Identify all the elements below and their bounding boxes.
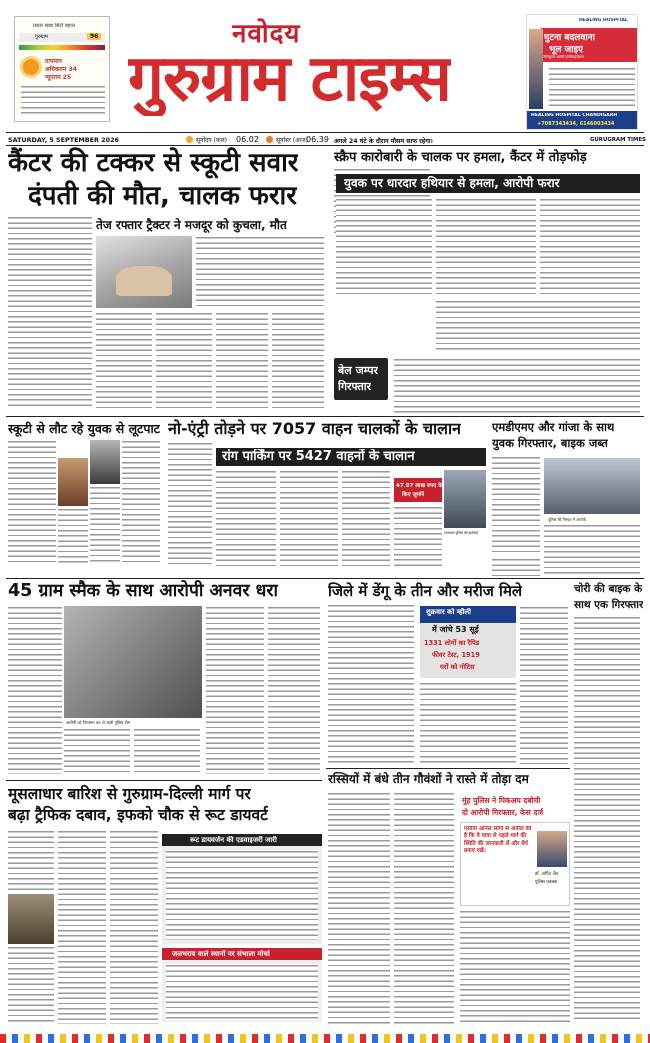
sun-icon xyxy=(23,59,39,75)
lead-col-5 xyxy=(272,312,324,409)
color-registration-strip xyxy=(0,1034,650,1043)
ropes-col-3 xyxy=(460,910,570,1022)
sunset-icon xyxy=(266,136,273,143)
bail-line-2: गिरफ्तार xyxy=(338,380,372,393)
dengue-box-3: 1331 लोगों का रैपिड xyxy=(424,639,480,647)
temp-min: न्यूनतम 25 xyxy=(45,74,72,81)
bike-theft-headline-2: साथ एक गिरफ्तार xyxy=(574,599,644,611)
dengue-col-2 xyxy=(420,682,516,764)
smack-col-4 xyxy=(206,606,264,774)
date: SATURDAY, 5 SEPTEMBER 2026 xyxy=(8,136,119,144)
scooty-photo xyxy=(58,458,88,506)
dengue-col-1 xyxy=(328,604,414,764)
weather-title: प्रकार खाद्य सिटी बहाल xyxy=(33,23,76,29)
rain-photo xyxy=(8,894,54,944)
jam-box-body xyxy=(166,964,318,1020)
ad-footer2: +7087343434, 6146003434 xyxy=(537,121,615,127)
ad-headline1: घुटना बदलवाना xyxy=(544,33,595,43)
lead-headline-2: दंपती की मौत, चालक फरार xyxy=(28,181,297,211)
ropes-col-2 xyxy=(394,792,454,1024)
mdma-headline-1: एमडीएमए और गांजा के साथ xyxy=(492,420,615,434)
scrap-headline: स्क्रैप कारोबारी के चालक पर हमला, कैंटर में तोड़फोड़ xyxy=(334,150,587,165)
ad-sub: जेनिकुलर आर्टरी एम्बोलाइजेशन xyxy=(543,55,584,59)
mdma-photo xyxy=(544,458,640,514)
ad-body xyxy=(549,67,635,107)
bike-theft-headline-1: चोरी की बाइक के xyxy=(574,583,643,595)
smack-col-5 xyxy=(268,606,320,774)
ropes-headline: रस्सियों में बंधे तीन गौवंशों ने रास्ते में तोड़ा दम xyxy=(328,772,529,786)
sunset-label: सूर्यास्त (आज) xyxy=(276,137,309,144)
masthead-small-title: नवोदय xyxy=(232,19,301,49)
lead-col-1 xyxy=(8,216,92,409)
scooty-col-2 xyxy=(58,508,88,564)
cow-bullet-2: दो आरोपी गिरफ्तार, केस दर्ज xyxy=(462,808,544,817)
scooty-headline: स्कूटी से लौट रहे युवक से लूटपाट xyxy=(8,421,160,436)
noentry-col-5 xyxy=(394,506,442,566)
mdma-headline-2: युवक गिरफ्तार, बाइक जब्त xyxy=(492,436,608,450)
sp-quote: एसीपी अनिल लोगों से अपील की है कि वे यात्रा से पहले मार्ग की स्थिति की जानकारी लें और धैर्य बनाए रखें। xyxy=(464,826,532,855)
smack-col-3 xyxy=(134,728,200,774)
scooty-col-1 xyxy=(8,440,56,564)
mdma-caption: पुलिस की गिरफ्त में आरोपी xyxy=(548,517,586,522)
dengue-headline: जिले में डेंगू के तीन और मरीज मिले xyxy=(328,582,523,600)
rain-rule xyxy=(6,780,322,781)
rain-headline-1: मूसलाधार बारिश से गुरुग्राम-दिल्ली मार्ग पर xyxy=(8,785,251,803)
sp-name: डॉ. अर्पित जैन xyxy=(535,872,559,877)
paper-name: GURUGRAM TIMES xyxy=(590,137,646,143)
challan-photo xyxy=(444,470,486,528)
sp-photo xyxy=(537,831,567,867)
route-box-body xyxy=(166,850,318,940)
hospital-ad xyxy=(526,14,638,130)
lead-col-2 xyxy=(96,312,152,409)
fine-badge-1: 47.97 लाख रुपए के xyxy=(396,483,443,489)
jam-box-title: जलभराव वाले स्थानों पर संभाला मोर्चा xyxy=(172,950,270,958)
sp-role: पुलिस प्रवक्ता xyxy=(535,880,558,885)
dengue-box-2: में जांचे 53 सूई xyxy=(432,625,479,634)
row4-rule xyxy=(326,768,570,769)
aqi-value: 96 xyxy=(87,33,101,40)
sp-quote-box xyxy=(460,822,570,906)
bail-col xyxy=(394,358,640,414)
bike-theft-col xyxy=(574,616,640,1020)
weather-promo: अगले 24 घंटे के दौरान मौसम साफ रहेगा। xyxy=(334,138,433,145)
noentry-headline: नो-एंट्री तोड़ने पर 7057 वाहन चालकों के चालान xyxy=(168,419,462,438)
rain-col-3 xyxy=(58,830,106,1024)
rain-col-2 xyxy=(8,946,54,1024)
mdma-col-2 xyxy=(544,524,640,576)
dengue-box-5: घरों को नोटिस xyxy=(440,663,475,671)
bail-line-1: बेल जम्पर xyxy=(338,364,378,377)
ad-footer1: HEALING HOSPITAL CHANDIGARH xyxy=(531,113,618,118)
dengue-box-4: फीवर टेस्ट, 1919 xyxy=(432,651,480,659)
weapon-col-1 xyxy=(336,198,432,298)
noentry-col-1 xyxy=(168,442,212,566)
dateline-top-rule xyxy=(6,132,644,133)
masthead-title: गुरुग्राम टाइम्स xyxy=(128,42,451,116)
weapon-col-3 xyxy=(540,198,640,298)
temp-max: अधिकतम 34 xyxy=(45,66,77,73)
ad-doctor-photo xyxy=(529,29,543,109)
sunrise-label: सूर्योदय (कल) xyxy=(196,137,228,144)
weapon-headline: युवक पर धारदार हथियार से हमला, आरोपी फरार xyxy=(344,176,560,190)
tractor-headline: तेज रफ्तार ट्रैक्टर ने मजदूर को कुचला, मौत xyxy=(96,218,287,232)
scooty-col-4 xyxy=(122,440,160,564)
scrap-col-2 xyxy=(436,300,640,352)
rain-headline-2: बढ़ा ट्रैफिक दबाव, इफको चौक से रूट डायवर्ट xyxy=(8,806,268,824)
mdma-col-3 xyxy=(492,558,540,576)
cow-bullet-1: मुंह पुलिस ने पिकअप दबोची xyxy=(462,796,541,805)
ad-headline2: भूल जाइए xyxy=(549,45,583,55)
lead-col-4 xyxy=(216,312,268,409)
tractor-col-2 xyxy=(196,236,324,308)
smack-col-2 xyxy=(64,728,130,774)
noentry-col-3 xyxy=(280,470,338,566)
weather-box xyxy=(14,16,110,122)
sunrise-icon xyxy=(186,136,193,143)
tractor-photo xyxy=(96,236,192,308)
route-box-title: रूट डायवर्जन की एडवाइजरी जारी xyxy=(190,836,277,844)
noentry-col-4 xyxy=(342,470,390,566)
mdma-col-1 xyxy=(492,456,540,556)
weapon-col-2 xyxy=(436,198,536,298)
lead-col-3 xyxy=(156,312,212,409)
ropes-col-1 xyxy=(328,792,390,1024)
row2-rule xyxy=(6,416,644,417)
scooty-col-3 xyxy=(90,486,120,564)
weather-notes xyxy=(21,85,105,117)
aqi-scale-bar xyxy=(19,45,105,50)
ad-brand: HEALING HOSPITAL xyxy=(579,18,628,23)
smack-photo xyxy=(64,606,202,718)
fine-badge-2: किए जुर्माने xyxy=(402,492,425,498)
challan-caption: यातायात पुलिस की कार्रवाई xyxy=(444,531,478,535)
parking-headline: रांग पार्किंग पर 5427 वाहनों के चालान xyxy=(222,449,415,464)
sunrise-time: 06.02 xyxy=(236,135,259,144)
rain-col-4 xyxy=(110,830,158,1024)
dengue-box-1: शुक्रवार को म्हौली xyxy=(426,608,471,616)
noentry-col-2 xyxy=(216,470,276,566)
rain-col-1 xyxy=(8,830,54,892)
smack-caption: आरोपी को गिरफ्तार कर ले जाती पुलिस टीम xyxy=(66,720,131,725)
lead-headline-1: कैंटर की टक्कर से स्कूटी सवार xyxy=(8,148,299,178)
feet-shape xyxy=(116,266,172,296)
sunset-time: 06.39 xyxy=(306,135,329,144)
smack-headline: 45 ग्राम स्मैक के साथ आरोपी अनवर धरा xyxy=(8,581,279,601)
city-label: गुरुग्राम xyxy=(35,34,48,40)
smack-col-1 xyxy=(8,606,62,774)
temp-label: तापमान xyxy=(45,58,62,65)
bike-photo xyxy=(90,440,120,484)
dengue-col-3 xyxy=(520,606,568,764)
